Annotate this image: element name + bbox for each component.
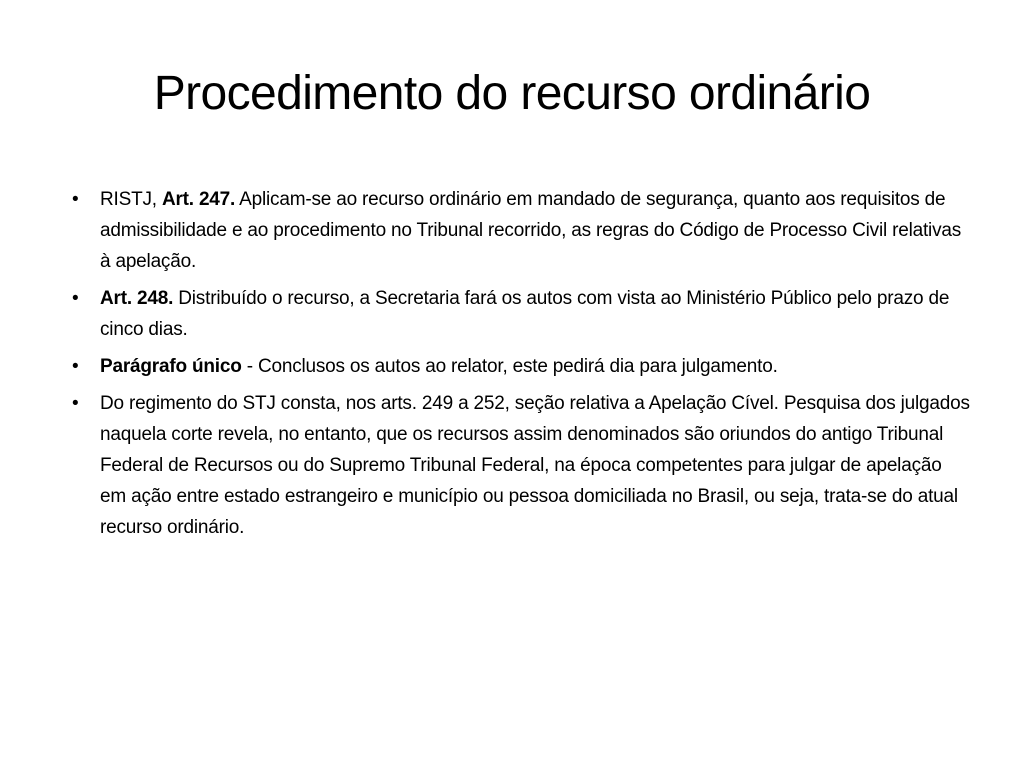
bullet-text: Distribuído o recurso, a Secretaria fará os autos com vista ao Ministério Público pelo prazo de cinco dias.: [100, 288, 950, 340]
bullet-item-art-247: [72, 184, 972, 277]
bullet-icon: •: [72, 288, 79, 309]
bullet-prefix: RISTJ,: [100, 189, 162, 210]
bullet-list: [72, 184, 972, 549]
bullet-text: Do regimento do STJ consta, nos arts. 249 a 252, seção relativa a Apelação Cível. Pesquisa dos julgados naquela corte revela, no entanto, que os recursos assim denominados são oriundos do antigo Tribunal Federal de Recursos ou do Supremo Tribunal Federal, na época competentes para julgar de apelação em ação entre estado estrangeiro e município ou pessoa domiciliada no Brasil, ou seja, trata-se do atual recurso ordinário.: [100, 393, 970, 538]
bullet-bold-label: Art. 248.: [100, 288, 174, 309]
bullet-bold-label: Art. 247.: [161, 189, 236, 210]
bullet-text: - Conclusos os autos ao relator, este pedirá dia para julgamento.: [241, 356, 778, 377]
bullet-item-regimento-stj: [72, 388, 972, 543]
bullet-icon: •: [72, 393, 79, 414]
bullet-icon: •: [72, 189, 79, 210]
slide-title: Procedimento do recurso ordinário: [153, 67, 871, 120]
bullet-text: Aplicam-se ao recurso ordinário em mandado de segurança, quanto aos requisitos de admissibilidade e ao procedimento no Tribunal recorrido, as regras do Código de Processo Civil relativas à apelação.: [100, 189, 962, 272]
bullet-item-art-248: [72, 283, 972, 345]
bullet-icon: •: [72, 356, 79, 377]
bullet-item-paragrafo-unico: [72, 351, 972, 382]
bullet-bold-label: Parágrafo único: [100, 356, 242, 377]
